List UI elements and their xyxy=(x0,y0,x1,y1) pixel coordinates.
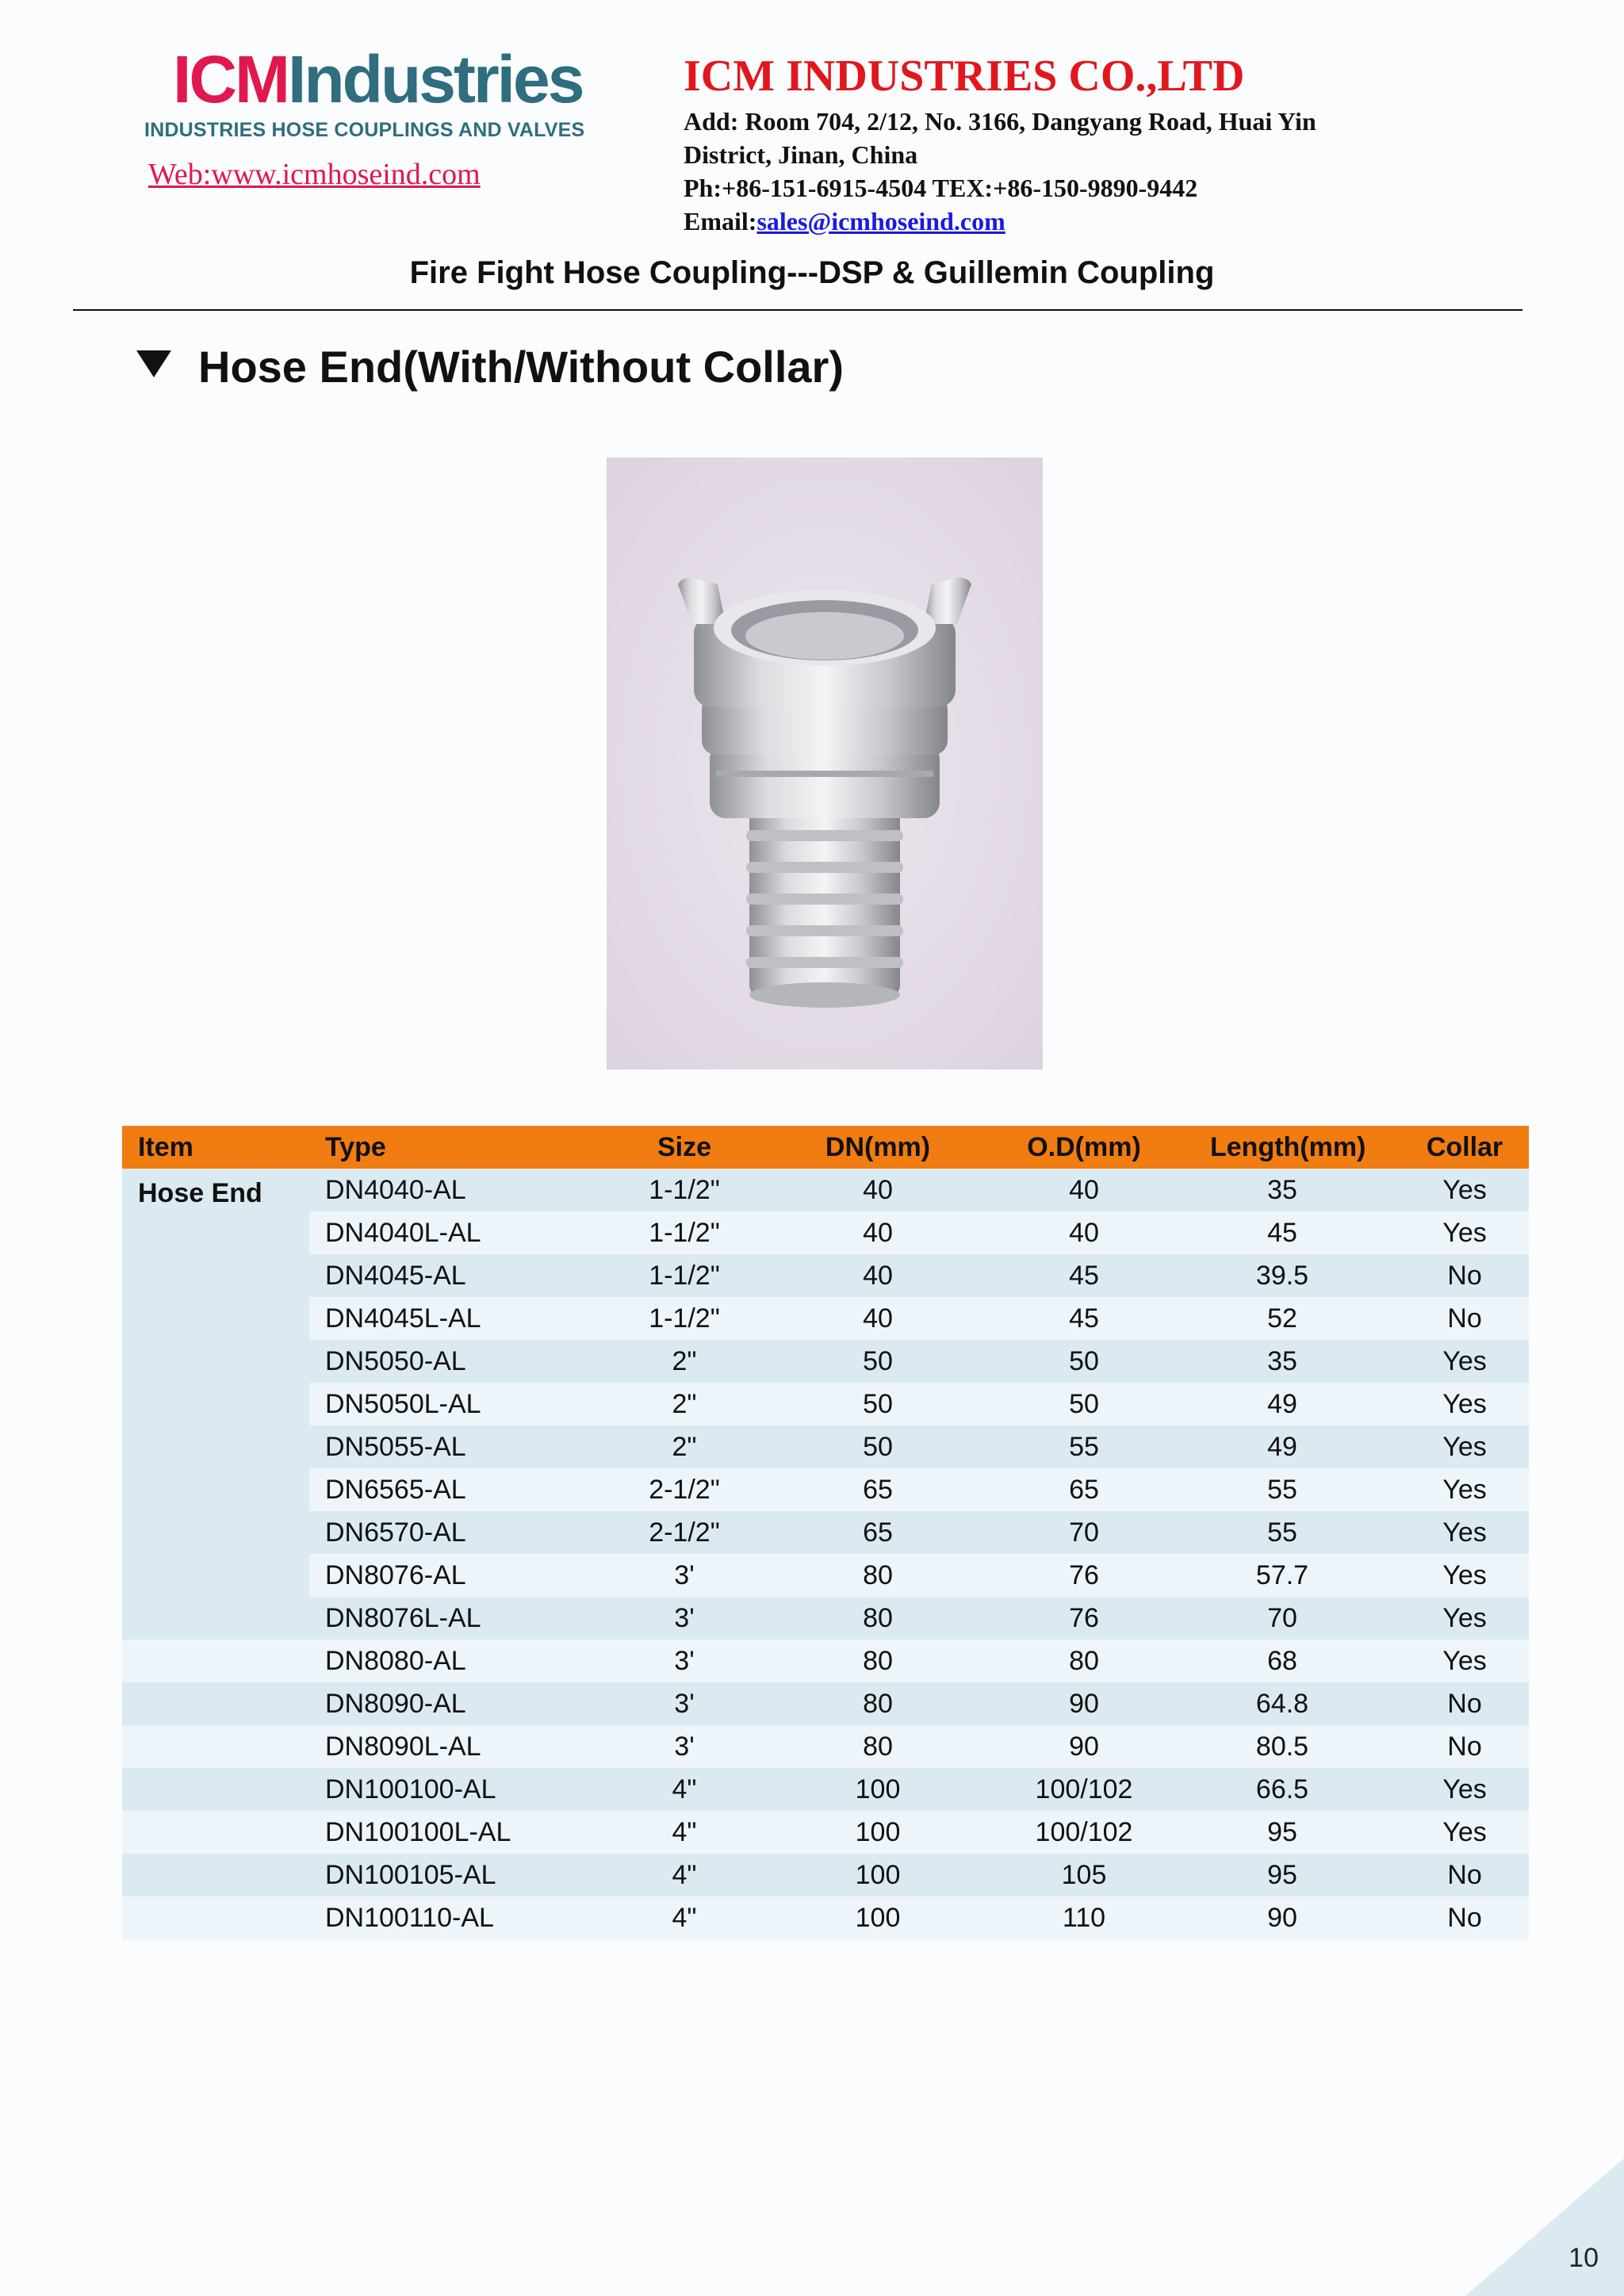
header-type: Type xyxy=(325,1132,386,1162)
cell-collar: No xyxy=(1447,1860,1482,1890)
item-label: Hose End xyxy=(138,1178,262,1208)
cell-collar: Yes xyxy=(1442,1389,1487,1419)
cell-collar: Yes xyxy=(1442,1218,1487,1248)
cell-type: DN8090-AL xyxy=(325,1689,466,1719)
cell-dn: 40 xyxy=(863,1303,893,1334)
cell-collar: No xyxy=(1447,1261,1482,1291)
table-row xyxy=(122,1896,1529,1939)
cell-od: 110 xyxy=(1062,1903,1106,1933)
cell-collar: Yes xyxy=(1442,1817,1487,1847)
cell-type: DN8080-AL xyxy=(325,1646,466,1676)
cell-od: 40 xyxy=(1069,1175,1099,1205)
cell-length: 35 xyxy=(1267,1346,1297,1376)
cell-od: 50 xyxy=(1069,1346,1099,1376)
table-row xyxy=(122,1340,1529,1383)
cell-type: DN5050L-AL xyxy=(325,1389,481,1419)
cell-type: DN8076L-AL xyxy=(325,1603,481,1633)
cell-collar: Yes xyxy=(1442,1774,1487,1804)
cell-dn: 40 xyxy=(863,1261,893,1291)
cell-type: DN4040-AL xyxy=(325,1175,466,1205)
cell-length: 49 xyxy=(1267,1432,1297,1462)
cell-size: 1-1/2" xyxy=(649,1261,720,1291)
product-photo xyxy=(607,457,1043,1070)
cell-length: 66.5 xyxy=(1255,1774,1309,1804)
logo-brand-industries: Industries xyxy=(287,42,583,117)
cell-collar: Yes xyxy=(1442,1517,1487,1548)
table-row xyxy=(122,1383,1529,1425)
cell-collar: No xyxy=(1447,1732,1482,1762)
cell-dn: 50 xyxy=(863,1389,893,1419)
cell-dn: 40 xyxy=(863,1175,893,1205)
email-link[interactable]: sales@icmhoseind.com xyxy=(756,207,1005,235)
cell-dn: 80 xyxy=(863,1603,893,1633)
cell-dn: 80 xyxy=(863,1646,893,1676)
corner-decoration xyxy=(1465,2158,1624,2296)
cell-dn: 100 xyxy=(855,1903,901,1933)
website-link[interactable]: Web:www.icmhoseind.com xyxy=(148,158,481,191)
cell-length: 52 xyxy=(1267,1303,1297,1334)
cell-length: 64.8 xyxy=(1255,1689,1309,1719)
cell-size: 3' xyxy=(674,1646,695,1676)
header-item: Item xyxy=(138,1132,193,1162)
cell-collar: Yes xyxy=(1442,1475,1487,1505)
cell-dn: 65 xyxy=(863,1475,893,1505)
cell-size: 4" xyxy=(672,1817,697,1847)
cell-dn: 80 xyxy=(863,1732,893,1762)
hose-coupling-illustration xyxy=(607,457,1043,1070)
cell-length: 57.7 xyxy=(1255,1560,1309,1590)
cell-type: DN5050-AL xyxy=(325,1346,466,1376)
cell-type: DN4045L-AL xyxy=(325,1303,481,1334)
cell-od: 100/102 xyxy=(1035,1817,1133,1847)
cell-size: 4" xyxy=(672,1860,697,1890)
cell-length: 45 xyxy=(1267,1218,1297,1248)
header-divider xyxy=(73,309,1522,311)
cell-length: 95 xyxy=(1267,1817,1297,1847)
cell-size: 1-1/2" xyxy=(649,1218,720,1248)
item-group-background xyxy=(122,1172,309,1640)
cell-size: 3' xyxy=(674,1603,695,1633)
cell-size: 3' xyxy=(674,1732,695,1762)
cell-type: DN8076-AL xyxy=(325,1560,466,1590)
cell-od: 76 xyxy=(1069,1603,1099,1633)
table-row xyxy=(122,1597,1529,1640)
cell-type: DN4045-AL xyxy=(325,1261,466,1291)
cell-length: 80.5 xyxy=(1255,1732,1309,1762)
cell-length: 90 xyxy=(1267,1903,1297,1933)
triangle-bullet-icon xyxy=(136,350,171,377)
table-row xyxy=(122,1768,1529,1811)
cell-od: 76 xyxy=(1069,1560,1099,1590)
logo-brand-icm: ICM xyxy=(173,42,288,117)
cell-type: DN100110-AL xyxy=(325,1903,494,1933)
cell-size: 2" xyxy=(672,1346,697,1376)
cell-type: DN4040L-AL xyxy=(325,1218,481,1248)
cell-length: 95 xyxy=(1267,1860,1297,1890)
company-info xyxy=(684,48,1445,238)
cell-type: DN6565-AL xyxy=(325,1475,466,1505)
table-row xyxy=(122,1811,1529,1854)
cell-od: 90 xyxy=(1069,1732,1099,1762)
table-row xyxy=(122,1425,1529,1468)
cell-dn: 80 xyxy=(863,1689,893,1719)
cell-od: 50 xyxy=(1069,1389,1099,1419)
cell-dn: 100 xyxy=(855,1860,901,1890)
company-name: ICM INDUSTRIES CO.,LTD xyxy=(684,52,1245,101)
table-row xyxy=(122,1169,1529,1211)
header-od: O.D(mm) xyxy=(1027,1132,1141,1162)
cell-collar: Yes xyxy=(1442,1603,1487,1633)
cell-od: 45 xyxy=(1069,1261,1099,1291)
table-row xyxy=(122,1554,1529,1597)
header-length: Length(mm) xyxy=(1210,1132,1366,1162)
cell-type: DN100100-AL xyxy=(325,1774,496,1804)
header-size: Size xyxy=(657,1132,712,1162)
cell-size: 2" xyxy=(672,1432,697,1462)
cell-dn: 50 xyxy=(863,1432,893,1462)
cell-length: 49 xyxy=(1267,1389,1297,1419)
section-title: Hose End(With/Without Collar) xyxy=(198,342,844,392)
cell-dn: 50 xyxy=(863,1346,893,1376)
cell-od: 105 xyxy=(1061,1860,1107,1890)
table-row xyxy=(122,1854,1529,1896)
cell-length: 39.5 xyxy=(1255,1261,1309,1291)
company-email-row xyxy=(684,205,1445,238)
cell-collar: No xyxy=(1447,1903,1482,1933)
cell-size: 3' xyxy=(674,1560,695,1590)
table-body xyxy=(122,1169,1529,1939)
cell-od: 55 xyxy=(1069,1432,1099,1462)
company-phone: Ph:+86-151-6915-4504 TEX:+86-150-9890-9442 xyxy=(684,174,1198,202)
table-row xyxy=(122,1682,1529,1725)
cell-collar: Yes xyxy=(1442,1560,1487,1590)
table-row xyxy=(122,1640,1529,1682)
cell-size: 2-1/2" xyxy=(649,1517,720,1548)
table-row xyxy=(122,1211,1529,1254)
table-row xyxy=(122,1725,1529,1768)
cell-collar: Yes xyxy=(1442,1175,1487,1205)
cell-size: 3' xyxy=(674,1689,695,1719)
company-address-line1: Add: Room 704, 2/12, No. 3166, Dangyang Road, Huai Yin xyxy=(684,107,1316,136)
cell-size: 1-1/2" xyxy=(649,1303,720,1334)
cell-size: 4" xyxy=(672,1903,697,1933)
cell-length: 55 xyxy=(1267,1475,1297,1505)
cell-size: 2-1/2" xyxy=(649,1475,720,1505)
header-collar: Collar xyxy=(1426,1132,1503,1162)
cell-collar: No xyxy=(1447,1303,1482,1334)
cell-od: 40 xyxy=(1069,1218,1099,1248)
cell-type: DN100105-AL xyxy=(325,1860,496,1890)
cell-type: DN100100L-AL xyxy=(325,1817,511,1847)
cell-od: 80 xyxy=(1069,1646,1099,1676)
cell-collar: Yes xyxy=(1442,1346,1487,1376)
cell-length: 70 xyxy=(1267,1603,1297,1633)
company-logo xyxy=(144,40,620,198)
header-dn: DN(mm) xyxy=(825,1132,931,1162)
company-address-line2: District, Jinan, China xyxy=(684,140,918,169)
cell-od: 90 xyxy=(1069,1689,1099,1719)
cell-dn: 100 xyxy=(855,1817,901,1847)
cell-od: 45 xyxy=(1069,1303,1099,1334)
cell-od: 70 xyxy=(1069,1517,1099,1548)
cell-dn: 40 xyxy=(863,1218,893,1248)
logo-wordmark xyxy=(173,40,582,119)
cell-collar: Yes xyxy=(1442,1432,1487,1462)
document-title: Fire Fight Hose Coupling---DSP & Guillemin Coupling xyxy=(409,255,1215,290)
cell-length: 55 xyxy=(1267,1517,1297,1548)
cell-dn: 65 xyxy=(863,1517,893,1548)
logo-tagline: INDUSTRIES HOSE COUPLINGS AND VALVES xyxy=(144,119,585,141)
cell-size: 4" xyxy=(672,1774,697,1804)
cell-od: 100/102 xyxy=(1035,1774,1133,1804)
cell-size: 2" xyxy=(672,1389,697,1419)
specification-table xyxy=(122,1126,1529,1939)
email-label: Email: xyxy=(684,207,757,235)
cell-type: DN6570-AL xyxy=(325,1517,466,1548)
table-header-row xyxy=(122,1126,1529,1169)
cell-type: DN5055-AL xyxy=(325,1432,466,1462)
cell-size: 1-1/2" xyxy=(649,1175,720,1205)
page-number: 10 xyxy=(1568,2243,1599,2273)
table-row xyxy=(122,1468,1529,1511)
cell-collar: No xyxy=(1447,1689,1482,1719)
cell-collar: Yes xyxy=(1442,1646,1487,1676)
cell-length: 35 xyxy=(1267,1175,1297,1205)
table-row xyxy=(122,1297,1529,1340)
cell-length: 68 xyxy=(1267,1646,1297,1676)
table-row xyxy=(122,1511,1529,1554)
cell-type: DN8090L-AL xyxy=(325,1732,481,1762)
table-row xyxy=(122,1254,1529,1297)
cell-dn: 100 xyxy=(855,1774,901,1804)
cell-dn: 80 xyxy=(863,1560,893,1590)
cell-od: 65 xyxy=(1069,1475,1099,1505)
